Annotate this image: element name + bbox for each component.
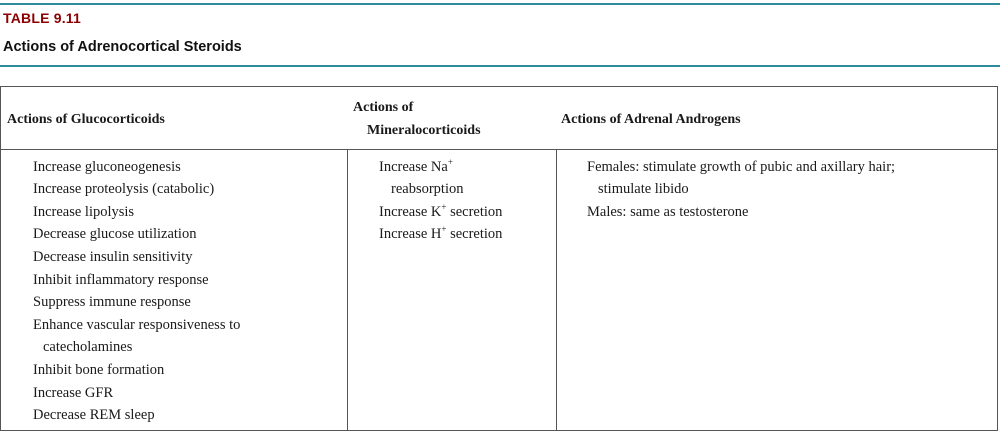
top-rule <box>0 3 1000 5</box>
gluco-item: Inhibit inflammatory response <box>33 272 209 288</box>
title-rule <box>0 65 1000 67</box>
header-glucocorticoids: Actions of Glucocorticoids <box>7 112 165 127</box>
gluco-item-continuation: catecholamines <box>43 339 133 355</box>
column-divider-1 <box>347 149 348 431</box>
mineralo-item-hydrogen: Increase H+ secretion <box>379 224 503 242</box>
mineralo-item-sodium: Increase Na+ <box>379 157 453 175</box>
gluco-item: Increase lipolysis <box>33 204 135 220</box>
androgen-item-continuation: stimulate libido <box>598 181 689 197</box>
gluco-item: Suppress immune response <box>33 294 191 310</box>
mineralo-item-continuation: reabsorption <box>391 181 464 197</box>
gluco-item: Increase GFR <box>33 385 114 401</box>
gluco-item: Increase gluconeogenesis <box>33 159 181 175</box>
header-mineralocorticoids-line1: Actions of <box>353 100 414 115</box>
header-mineralocorticoids-line2: Mineralocorticoids <box>367 123 481 138</box>
mineralo-item-potassium: Increase K+ secretion <box>379 202 503 220</box>
androgen-item-males: Males: same as testosterone <box>587 204 749 220</box>
androgen-item-females: Females: stimulate growth of pubic and axillary hair; <box>587 159 896 175</box>
header-divider <box>1 149 997 150</box>
header-adrenal-androgens: Actions of Adrenal Androgens <box>561 112 741 127</box>
gluco-item: Enhance vascular responsiveness to <box>33 317 241 333</box>
steroid-actions-table <box>0 86 998 431</box>
gluco-item: Inhibit bone formation <box>33 362 165 378</box>
gluco-item: Decrease glucose utilization <box>33 226 197 242</box>
table-number: TABLE 9.11 <box>3 10 81 26</box>
gluco-item: Increase proteolysis (catabolic) <box>33 181 215 197</box>
column-divider-2 <box>556 149 557 431</box>
gluco-item: Decrease insulin sensitivity <box>33 249 193 265</box>
table-title: Actions of Adrenocortical Steroids <box>3 39 242 55</box>
gluco-item: Decrease REM sleep <box>33 407 155 423</box>
